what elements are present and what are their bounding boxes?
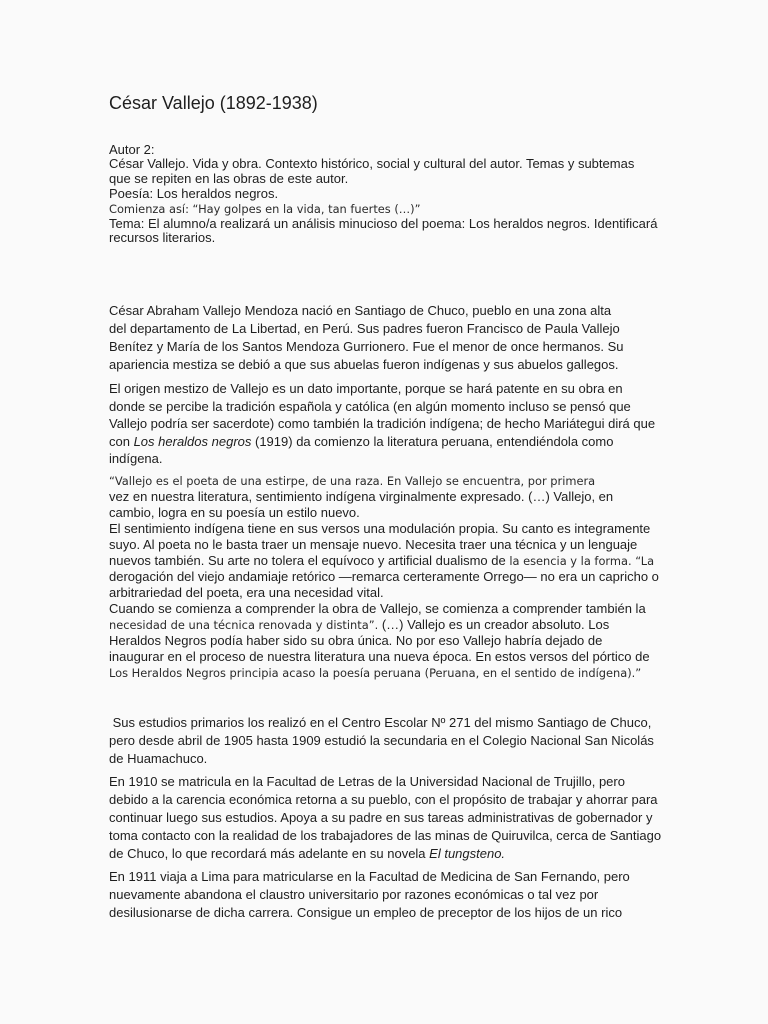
paragraph-lima-studies [109,868,630,922]
text-line: de Huamachuco. [109,751,208,766]
text-line: suyo. Al poeta no le basta traer un mensaje nuevo. Necesita traer una técnica y un lenguaje [109,537,638,552]
paragraph-mestizo-origin [109,380,655,468]
text-line: debido a la carencia económica retorna a su pueblo, con el propósito de trabajar y ahorrar para [109,792,658,807]
text-line: indígena. [109,451,163,467]
text-line: del departamento de La Libertad, en Perú. Sus padres fueron Francisco de Paula Vallejo [109,321,620,336]
text-segment: con [109,433,134,449]
text-line: Sus estudios primarios los realizó en el Centro Escolar Nº 271 del mismo Santiago de Chuco, [109,715,652,730]
text-line: César Vallejo. Vida y obra. Contexto histórico, social y cultural del autor. Temas y subtemas [109,156,635,172]
text-line: Los Heraldos Negros principia acaso la poesía peruana (Peruana, en el sentido de indígena).” [109,666,642,680]
text-line [109,433,655,451]
text-line: continuar luego sus estudios. Apoya a su padre en sus tareas administrativas de gobernador y [109,810,653,825]
text-line [109,617,659,633]
italic-book-title: El tungsteno. [429,846,506,861]
text-line: que se repiten en las obras de este autor. [109,171,349,187]
text-line: En 1910 se matricula en la Facultad de Letras de la Universidad Nacional de Trujillo, pero [109,774,625,789]
quote-mariategui [109,473,659,681]
italic-book-title: Los heraldos negros [133,433,252,449]
text-segment: de Chuco, lo que recordará más adelante en su novela [109,846,430,861]
text-line: Vallejo podría ser sacerdote) como también la tradición indígena; de hecho Mariátegui dirá que [109,416,656,432]
text-line: Cuando se comienza a comprender la obra de Vallejo, se comienza a comprender también la [109,601,646,616]
text-line: arbitrariedad del poeta, era una necesidad vital. [109,585,384,600]
text-line: derogación del viejo andamiaje retórico —remarca certeramente Orrego— no era un capricho o [109,569,659,584]
text-line: nuevamente abandona el claustro universitario por razones económicas o tal vez por [109,887,599,902]
text-segment: nuevos también. Su arte no tolera el equívoco y artificial dualismo de [109,553,510,568]
text-line: pero desde abril de 1905 hasta 1909 estudió la secundaria en el Colegio Nacional San Nicolás [109,733,654,748]
text-line: Comienza así: “Hay golpes en la vida, tan fuertes (…)” [109,201,421,216]
paragraph-trujillo-studies [109,773,661,863]
text-line: donde se percibe la tradición española y católica (en algún momento incluso se pensó que [109,398,631,414]
text-line: cambio, logra en su poesía un estilo nuevo. [109,505,360,520]
text-line: desilusionarse de dicha carrera. Consigue un empleo de preceptor de los hijos de un rico [109,905,623,920]
text-segment: (…) Vallejo es un creador absoluto. Los [378,617,610,632]
text-line: El sentimiento indígena tiene en sus versos una modulación propia. Su canto es integramente [109,521,651,536]
paragraph-birth [109,302,624,374]
text-line: Autor 2: [109,141,155,157]
text-line: toma contacto con la realidad de los trabajadores de las minas de Quiruvilca, cerca de Santiago [109,828,662,843]
text-line: Heraldos Negros podía haber sido su obra única. No por eso Vallejo habría dejado de [109,633,603,648]
text-line [109,845,661,863]
text-line: El origen mestizo de Vallejo es un dato importante, porque se hará patente en su obra en [109,381,623,397]
quote-excerpt: la esencia y la forma. “La [509,554,655,568]
text-segment: (1919) da comienzo la literatura peruana, entendiéndola como [251,433,614,449]
text-line: En 1911 viaja a Lima para matricularse en la Facultad de Medicina de San Fernando, pero [109,869,630,884]
text-line: inaugurar en el proceso de nuestra literatura una nueva época. En estos versos del pórtico de [109,649,650,664]
assignment-details [109,143,657,247]
paragraph-primary-studies [109,714,654,768]
text-line [109,553,659,569]
text-line: César Abraham Vallejo Mendoza nació en Santiago de Chuco, pueblo en una zona alta [109,303,612,318]
text-line: Tema: El alumno/a realizará un análisis minucioso del poema: Los heraldos negros. Identificará [109,215,658,231]
text-line: Poesía: Los heraldos negros. [109,185,279,201]
quote-excerpt: necesidad de una técnica renovada y distinta”. [109,618,379,632]
text-line: Benítez y María de los Santos Mendoza Gurrionero. Fue el menor de once hermanos. Su [109,339,624,354]
text-line: apariencia mestiza se debió a que sus abuelas fueron indígenas y sus abuelos gallegos. [109,357,619,372]
text-line: “Vallejo es el poeta de una estirpe, de una raza. En Vallejo se encuentra, por primera [109,474,596,488]
document-title: César Vallejo (1892-1938) [109,93,318,113]
text-line: recursos literarios. [109,230,216,246]
text-line: vez en nuestra literatura, sentimiento indígena virginalmente expresado. (…) Vallejo, en [109,489,614,504]
